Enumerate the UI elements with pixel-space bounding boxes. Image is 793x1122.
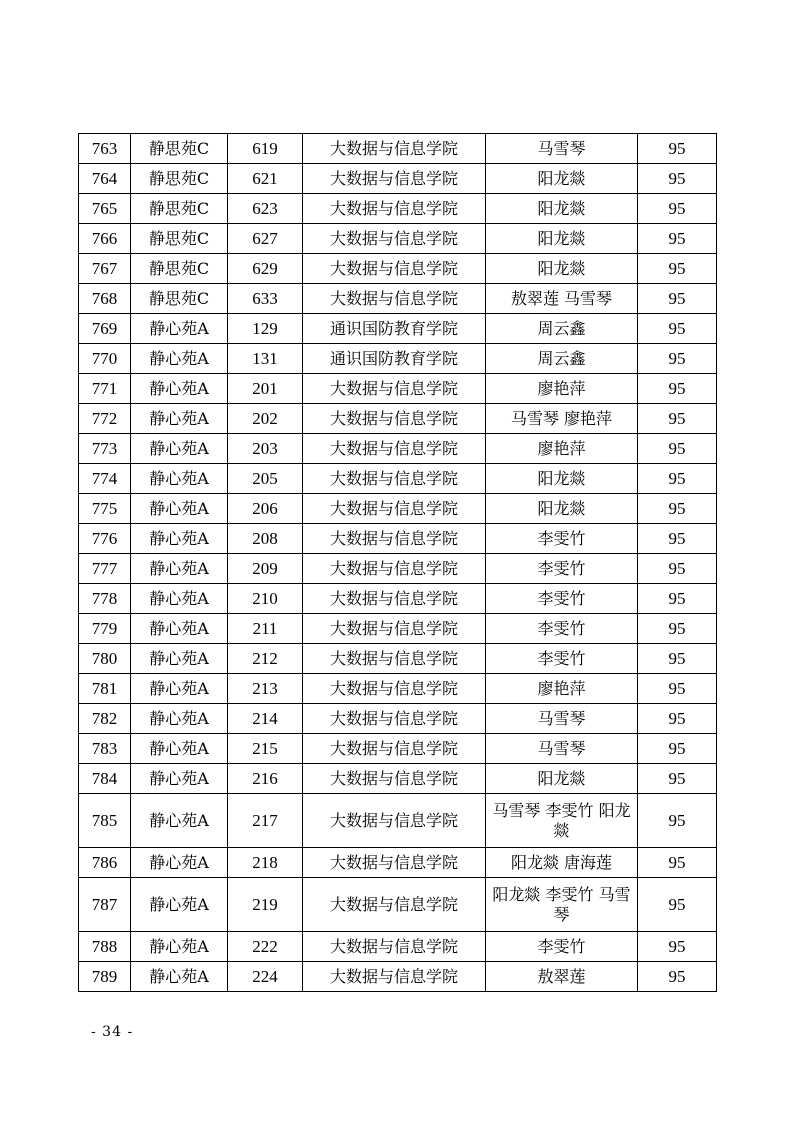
table-row [79,704,717,734]
room-number-cell: 216 [228,764,303,794]
room-number-cell: 619 [228,134,303,164]
score-cell: 95 [638,164,717,194]
college-cell: 大数据与信息学院 [303,794,486,848]
room-number-cell: 213 [228,674,303,704]
college-cell: 大数据与信息学院 [303,194,486,224]
room-number-cell: 210 [228,584,303,614]
table-row [79,164,717,194]
building-cell: 静心苑A [131,314,228,344]
score-cell: 95 [638,434,717,464]
building-cell: 静心苑A [131,344,228,374]
table-row [79,674,717,704]
room-number-cell: 224 [228,962,303,992]
college-cell: 大数据与信息学院 [303,374,486,404]
row-number-cell: 763 [79,134,131,164]
inspector-names-cell: 李雯竹 [486,524,638,554]
table-row [79,254,717,284]
table-row [79,494,717,524]
inspector-names-cell: 马雪琴 廖艳萍 [486,404,638,434]
table-row [79,464,717,494]
row-number-cell: 780 [79,644,131,674]
college-cell: 大数据与信息学院 [303,254,486,284]
inspector-names-cell: 马雪琴 [486,134,638,164]
inspector-names-cell: 阳龙燚 [486,464,638,494]
score-cell: 95 [638,194,717,224]
college-cell: 大数据与信息学院 [303,284,486,314]
building-cell: 静思苑C [131,134,228,164]
row-number-cell: 765 [79,194,131,224]
inspector-names-cell: 阳龙燚 [486,164,638,194]
college-cell: 大数据与信息学院 [303,674,486,704]
table-row [79,932,717,962]
inspector-names-cell: 阳龙燚 李雯竹 马雪琴 [486,878,638,932]
building-cell: 静心苑A [131,404,228,434]
building-cell: 静心苑A [131,734,228,764]
score-cell: 95 [638,284,717,314]
row-number-cell: 785 [79,794,131,848]
inspector-names-cell: 廖艳萍 [486,434,638,464]
inspector-names-cell: 李雯竹 [486,554,638,584]
table-row [79,314,717,344]
room-number-cell: 217 [228,794,303,848]
room-number-cell: 212 [228,644,303,674]
row-number-cell: 779 [79,614,131,644]
college-cell: 大数据与信息学院 [303,644,486,674]
inspector-names-cell: 周云鑫 [486,344,638,374]
room-number-cell: 211 [228,614,303,644]
building-cell: 静思苑C [131,254,228,284]
score-cell: 95 [638,494,717,524]
row-number-cell: 767 [79,254,131,284]
score-cell: 95 [638,344,717,374]
row-number-cell: 772 [79,404,131,434]
inspector-names-cell: 马雪琴 李雯竹 阳龙燚 [486,794,638,848]
college-cell: 通识国防教育学院 [303,314,486,344]
room-number-cell: 129 [228,314,303,344]
inspector-names-cell: 廖艳萍 [486,674,638,704]
inspector-names-cell: 周云鑫 [486,314,638,344]
table-row [79,284,717,314]
building-cell: 静心苑A [131,644,228,674]
row-number-cell: 776 [79,524,131,554]
table-row [79,554,717,584]
score-cell: 95 [638,962,717,992]
room-number-cell: 209 [228,554,303,584]
row-number-cell: 777 [79,554,131,584]
building-cell: 静思苑C [131,194,228,224]
college-cell: 大数据与信息学院 [303,584,486,614]
score-cell: 95 [638,554,717,584]
score-cell: 95 [638,764,717,794]
building-cell: 静心苑A [131,524,228,554]
score-cell: 95 [638,704,717,734]
score-cell: 95 [638,644,717,674]
score-cell: 95 [638,674,717,704]
college-cell: 大数据与信息学院 [303,704,486,734]
building-cell: 静心苑A [131,434,228,464]
room-number-cell: 131 [228,344,303,374]
room-number-cell: 201 [228,374,303,404]
room-number-cell: 627 [228,224,303,254]
row-number-cell: 781 [79,674,131,704]
score-cell: 95 [638,134,717,164]
college-cell: 大数据与信息学院 [303,464,486,494]
score-cell: 95 [638,224,717,254]
room-number-cell: 633 [228,284,303,314]
college-cell: 大数据与信息学院 [303,932,486,962]
inspector-names-cell: 李雯竹 [486,644,638,674]
college-cell: 大数据与信息学院 [303,614,486,644]
building-cell: 静思苑C [131,164,228,194]
table-row [79,524,717,554]
inspector-names-cell: 阳龙燚 唐海莲 [486,848,638,878]
table-row [79,794,717,848]
room-number-cell: 203 [228,434,303,464]
score-cell: 95 [638,404,717,434]
score-cell: 95 [638,734,717,764]
college-cell: 大数据与信息学院 [303,524,486,554]
table-row [79,194,717,224]
table-row [79,962,717,992]
building-cell: 静心苑A [131,554,228,584]
row-number-cell: 782 [79,704,131,734]
room-number-cell: 205 [228,464,303,494]
building-cell: 静心苑A [131,704,228,734]
table-row [79,584,717,614]
page-number: - 34 - [91,1024,134,1040]
table-row [79,224,717,254]
inspector-names-cell: 李雯竹 [486,614,638,644]
row-number-cell: 784 [79,764,131,794]
table-row [79,878,717,932]
inspector-names-cell: 阳龙燚 [486,764,638,794]
score-cell: 95 [638,524,717,554]
building-cell: 静心苑A [131,878,228,932]
row-number-cell: 769 [79,314,131,344]
table-body [79,134,717,992]
room-number-cell: 202 [228,404,303,434]
room-number-cell: 629 [228,254,303,284]
college-cell: 大数据与信息学院 [303,734,486,764]
room-number-cell: 215 [228,734,303,764]
building-cell: 静心苑A [131,794,228,848]
college-cell: 大数据与信息学院 [303,848,486,878]
inspector-names-cell: 阳龙燚 [486,194,638,224]
row-number-cell: 783 [79,734,131,764]
table-row [79,374,717,404]
room-number-cell: 208 [228,524,303,554]
room-number-cell: 621 [228,164,303,194]
table-row [79,614,717,644]
college-cell: 大数据与信息学院 [303,554,486,584]
row-number-cell: 786 [79,848,131,878]
score-cell: 95 [638,848,717,878]
college-cell: 大数据与信息学院 [303,164,486,194]
college-cell: 大数据与信息学院 [303,134,486,164]
college-cell: 大数据与信息学院 [303,494,486,524]
inspector-names-cell: 李雯竹 [486,584,638,614]
inspector-names-cell: 阳龙燚 [486,494,638,524]
building-cell: 静心苑A [131,848,228,878]
score-cell: 95 [638,794,717,848]
table-row [79,434,717,464]
score-cell: 95 [638,932,717,962]
table-row [79,734,717,764]
score-cell: 95 [638,314,717,344]
college-cell: 通识国防教育学院 [303,344,486,374]
score-cell: 95 [638,464,717,494]
college-cell: 大数据与信息学院 [303,878,486,932]
inspector-names-cell: 敖翠莲 [486,962,638,992]
college-cell: 大数据与信息学院 [303,764,486,794]
table-row [79,644,717,674]
inspector-names-cell: 阳龙燚 [486,224,638,254]
building-cell: 静心苑A [131,374,228,404]
building-cell: 静思苑C [131,284,228,314]
building-cell: 静心苑A [131,764,228,794]
row-number-cell: 771 [79,374,131,404]
row-number-cell: 789 [79,962,131,992]
building-cell: 静心苑A [131,614,228,644]
building-cell: 静心苑A [131,494,228,524]
row-number-cell: 766 [79,224,131,254]
row-number-cell: 764 [79,164,131,194]
table-row [79,134,717,164]
inspector-names-cell: 李雯竹 [486,932,638,962]
row-number-cell: 770 [79,344,131,374]
row-number-cell: 774 [79,464,131,494]
room-number-cell: 218 [228,848,303,878]
building-cell: 静心苑A [131,674,228,704]
college-cell: 大数据与信息学院 [303,962,486,992]
college-cell: 大数据与信息学院 [303,224,486,254]
score-cell: 95 [638,374,717,404]
score-cell: 95 [638,254,717,284]
inspector-names-cell: 马雪琴 [486,704,638,734]
room-number-cell: 206 [228,494,303,524]
row-number-cell: 775 [79,494,131,524]
score-cell: 95 [638,878,717,932]
college-cell: 大数据与信息学院 [303,404,486,434]
inspector-names-cell: 阳龙燚 [486,254,638,284]
building-cell: 静心苑A [131,464,228,494]
table-row [79,764,717,794]
table-row [79,344,717,374]
score-cell: 95 [638,584,717,614]
building-cell: 静思苑C [131,224,228,254]
building-cell: 静心苑A [131,962,228,992]
dormitory-score-table [78,133,717,992]
table-row [79,848,717,878]
row-number-cell: 768 [79,284,131,314]
room-number-cell: 222 [228,932,303,962]
room-number-cell: 219 [228,878,303,932]
table-row [79,404,717,434]
row-number-cell: 778 [79,584,131,614]
inspector-names-cell: 马雪琴 [486,734,638,764]
college-cell: 大数据与信息学院 [303,434,486,464]
row-number-cell: 773 [79,434,131,464]
inspector-names-cell: 敖翠莲 马雪琴 [486,284,638,314]
row-number-cell: 787 [79,878,131,932]
room-number-cell: 623 [228,194,303,224]
room-number-cell: 214 [228,704,303,734]
row-number-cell: 788 [79,932,131,962]
building-cell: 静心苑A [131,584,228,614]
building-cell: 静心苑A [131,932,228,962]
inspector-names-cell: 廖艳萍 [486,374,638,404]
score-cell: 95 [638,614,717,644]
